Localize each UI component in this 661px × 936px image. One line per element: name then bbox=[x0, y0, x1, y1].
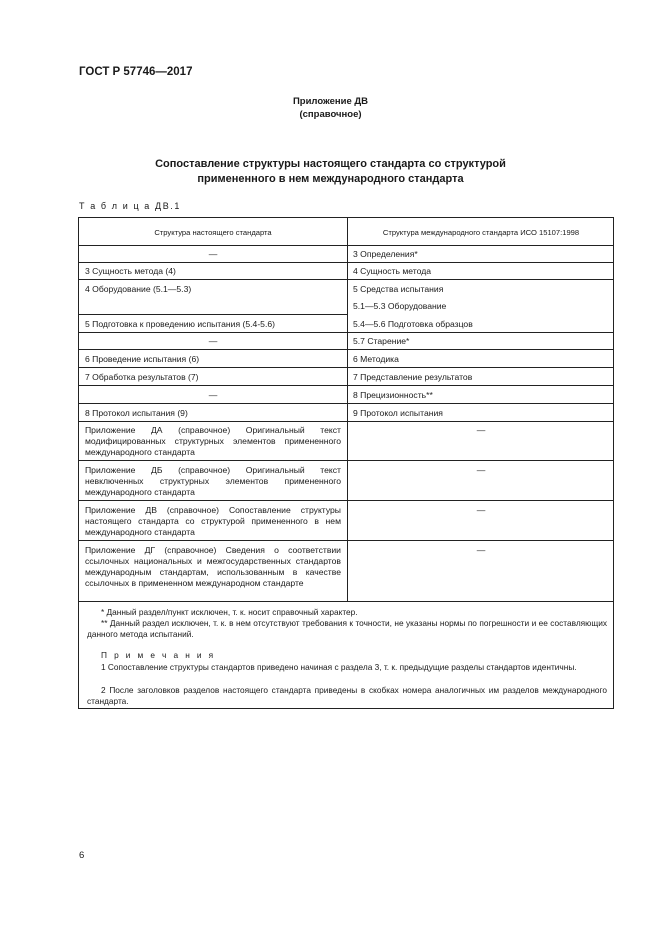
row-7-right: 6 Методика bbox=[353, 354, 399, 364]
notes-title: П р и м е ч а н и я bbox=[101, 650, 216, 660]
row-10-right: 9 Протокол испытания bbox=[353, 408, 443, 418]
row-8-left: 7 Обработка результатов (7) bbox=[85, 372, 199, 382]
standard-id: ГОСТ Р 57746—2017 bbox=[79, 66, 193, 78]
row-2-right: 4 Сущность метода bbox=[353, 266, 431, 276]
row-13-left: Приложение ДВ (справочное) Сопоставление структуры настоящего стандарта со структурой примененного в нем международного стандарта bbox=[85, 505, 341, 537]
row-line bbox=[79, 460, 613, 461]
comparison-table bbox=[78, 217, 614, 709]
row-13-right: — bbox=[476, 505, 486, 515]
row-6-right: 5.7 Старение* bbox=[353, 336, 410, 346]
row-line bbox=[79, 262, 613, 263]
row-line bbox=[79, 349, 613, 350]
footnote-2: ** Данный раздел исключен, т. к. в нем отсутствуют требования к точности, не указаны нормы по погрешности и ее составляющих данного метода испытаний. bbox=[87, 618, 607, 639]
row-8-right: 7 Представление результатов bbox=[353, 372, 473, 382]
footnote-1: * Данный раздел/пункт исключен, т. к. носит справочный характер. bbox=[101, 607, 358, 617]
row-line bbox=[79, 385, 613, 386]
row-line bbox=[79, 500, 613, 501]
row-line bbox=[79, 245, 613, 246]
row-12-right: — bbox=[476, 465, 486, 475]
note-1: 1 Сопоставление структуры стандартов приведено начиная с раздела 3, т. к. предыдущие разделы стандартов идентичны. bbox=[101, 662, 577, 672]
row-3-left: 4 Оборудование (5.1—5.3) bbox=[85, 284, 192, 294]
row-9-left: — bbox=[208, 390, 218, 400]
row-3-right: 5 Средства испытания bbox=[353, 284, 444, 294]
row-line bbox=[79, 314, 347, 315]
row-9-right: 8 Прецизионность** bbox=[353, 390, 433, 400]
row-14-right: — bbox=[476, 545, 486, 555]
row-line bbox=[79, 279, 613, 280]
table-caption: Т а б л и ц а ДВ.1 bbox=[79, 201, 182, 211]
row-11-left: Приложение ДА (справочное) Оригинальный текст модифицированных структурных элементов примененного международного стандарта bbox=[85, 425, 341, 457]
row-4-right: 5.1—5.3 Оборудование bbox=[353, 301, 447, 311]
row-line bbox=[79, 601, 613, 602]
row-line bbox=[79, 332, 613, 333]
row-6-left: — bbox=[208, 336, 218, 346]
row-12-left: Приложение ДБ (справочное) Оригинальный текст невключенных структурных элементов примененного международного стандарта bbox=[85, 465, 341, 497]
note-2: 2 После заголовков разделов настоящего стандарта приведены в скобках номера аналогичных им разделов международного стандарта. bbox=[87, 685, 607, 706]
row-line bbox=[79, 421, 613, 422]
row-line bbox=[79, 403, 613, 404]
row-line bbox=[79, 367, 613, 368]
row-10-left: 8 Протокол испытания (9) bbox=[85, 408, 188, 418]
annex-subtitle: (справочное) bbox=[299, 109, 362, 120]
row-11-right: — bbox=[476, 425, 486, 435]
row-2-left: 3 Сущность метода (4) bbox=[85, 266, 176, 276]
row-5-right: 5.4—5.6 Подготовка образцов bbox=[353, 319, 473, 329]
document-title-line-2: примененного в нем международного стандарта bbox=[197, 173, 464, 185]
page-number: 6 bbox=[79, 850, 85, 861]
row-5-left: 5 Подготовка к проведению испытания (5.4-5.6) bbox=[85, 319, 275, 329]
annex-title: Приложение ДВ bbox=[292, 96, 369, 107]
row-7-left: 6 Проведение испытания (6) bbox=[85, 354, 200, 364]
document-title-line-1: Сопоставление структуры настоящего стандарта со структурой bbox=[155, 158, 506, 170]
row-14-left: Приложение ДГ (справочное) Сведения о соответствии ссылочных национальных и межгосударственных стандартов международным стандартам, использованным в качестве ссылочных в примененном международном стандарте bbox=[85, 545, 341, 588]
header-right: Структура международного стандарта ИСО 15107:1998 bbox=[382, 228, 580, 237]
header-left: Структура настоящего стандарта bbox=[154, 228, 272, 237]
row-line bbox=[79, 540, 613, 541]
column-divider bbox=[347, 218, 348, 601]
row-1-left: — bbox=[208, 249, 218, 259]
row-1-right: 3 Определения* bbox=[353, 249, 418, 259]
